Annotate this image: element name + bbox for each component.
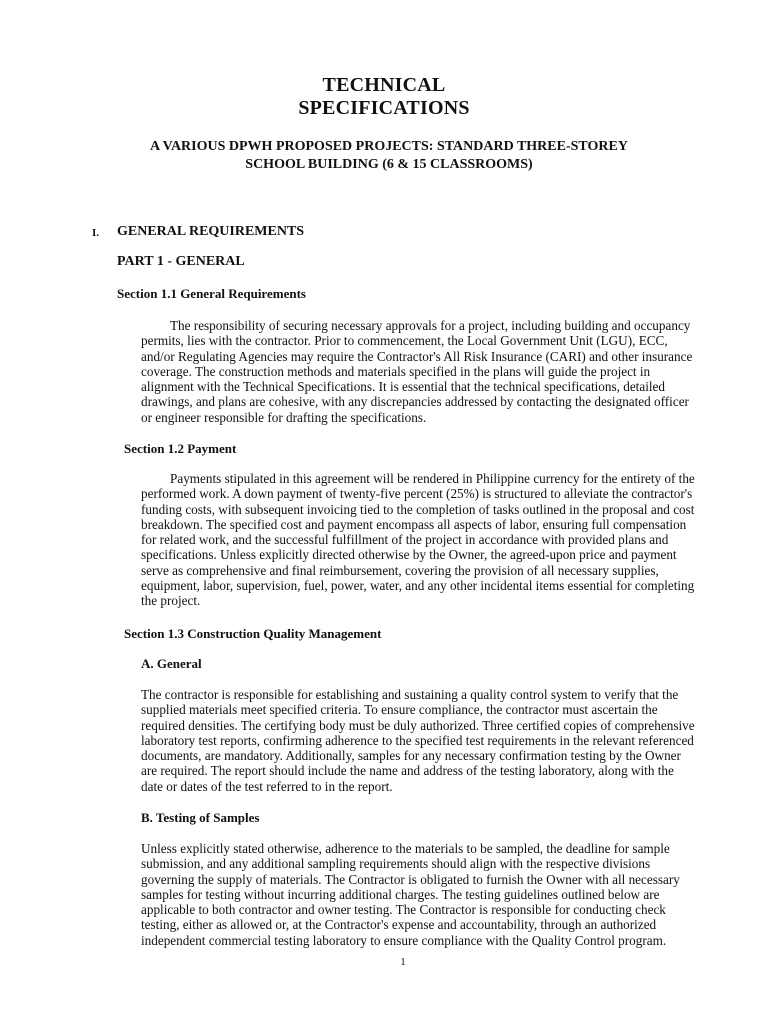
paragraph-line: drawings, and plans are cohesive, with any discrepancies addressed by contacting the designated officer (141, 394, 689, 410)
paragraph-line: required densities. The certifying body must be duly authorized. Three certified copies of comprehensive (141, 717, 695, 733)
paragraph-line: independent commercial testing laboratory to ensure compliance with the Quality Control program. (141, 932, 667, 948)
document-title-line2: SPECIFICATIONS (298, 97, 470, 119)
section-1-1-heading: Section 1.1 General Requirements (117, 286, 306, 301)
paragraph-line: are required. The report should include the name and address of the testing laboratory, along with the (141, 763, 674, 779)
paragraph-line: supplied materials meet specified criteria. To ensure compliance, the contractor must ascertain the (141, 702, 658, 718)
subsection-b-heading: B. Testing of Samples (141, 810, 260, 825)
paragraph-line: the project. (141, 593, 201, 609)
paragraph-line: breakdown. The specified cost and payment encompass all aspects of labor, ensuring full compensation (141, 516, 687, 532)
paragraph-line: permits, lies with the contractor. Prior to commencement, the Local Government Unit (LGU), ECC, (141, 333, 668, 349)
paragraph-line: governing the supply of materials. The Contractor is obligated to furnish the Owner with all necessary (141, 871, 680, 887)
paragraph-line: or engineer responsible for drafting the specifications. (141, 409, 427, 425)
part-title: PART 1 - GENERAL (117, 254, 245, 269)
paragraph-line: performed work. A down payment of twenty-five percent (25%) is structured to alleviate the contractor's (141, 486, 693, 502)
paragraph-line: samples for testing without incurring additional charges. The testing guidelines outlined below are (141, 886, 660, 902)
subsection-b-paragraph (141, 841, 680, 948)
section-1-1-paragraph (141, 318, 692, 425)
document-subtitle-line1: A VARIOUS DPWH PROPOSED PROJECTS: STANDARD THREE-STOREY (150, 139, 628, 154)
paragraph-line: documents, are mandatory. Additionally, samples for any necessary confirmation testing by the Owner (141, 748, 681, 764)
paragraph-line: specifications. Unless explicitly directed otherwise by the Owner, the agreed-upon price and payment (141, 547, 677, 563)
paragraph-line: Payments stipulated in this agreement will be rendered in Philippine currency for the entirety of the (170, 471, 695, 486)
section-1-2-paragraph (141, 471, 695, 609)
document-title-line1: TECHNICAL (322, 74, 446, 96)
paragraph-line: testing, either as allowed or, at the Contractor's expense and accountability, through an authorized (141, 917, 657, 933)
paragraph-line: coverage. The construction methods and materials specified in the plans will guide the project in (141, 363, 651, 379)
paragraph-line: funding costs, with subsequent invoicing tied to the completion of tasks outlined in the proposal and cost (141, 501, 695, 517)
document-subtitle-line2: SCHOOL BUILDING (6 & 15 CLASSROOMS) (245, 157, 533, 172)
paragraph-line: date or dates of the test referred to in the report. (141, 778, 393, 794)
paragraph-line: equipment, labor, supervision, fuel, power, water, and any other incidental items essential for completing (141, 578, 695, 594)
paragraph-line: and/or Regulating Agencies may require the Contractor's All Risk Insurance (CARI) and other insurance (141, 348, 693, 364)
paragraph-line: Unless explicitly stated otherwise, adherence to the materials to be sampled, the deadline for sample (141, 841, 670, 856)
paragraph-line: The responsibility of securing necessary approvals for a project, including building and occupancy (170, 318, 691, 333)
paragraph-line: for related work, and the successful fulfillment of the project in accordance with provided plans and (141, 532, 669, 548)
paragraph-line: alignment with the Technical Specifications. It is essential that the technical specifications, detailed (141, 379, 665, 395)
section-1-3-heading: Section 1.3 Construction Quality Management (124, 626, 382, 641)
paragraph-line: applicable to both contractor and owner testing. The Contractor is responsible for conducting check (141, 902, 666, 918)
subsection-a-paragraph (141, 687, 695, 794)
subsection-a-heading: A. General (141, 656, 202, 671)
section-1-2-heading: Section 1.2 Payment (124, 441, 237, 456)
paragraph-line: laboratory test reports, confirming adherence to the specified test requirements in the relevant referenced (141, 732, 694, 748)
section-number: I. (92, 227, 100, 239)
paragraph-line: The contractor is responsible for establishing and sustaining a quality control system to verify that the (141, 687, 679, 702)
page-number: 1 (400, 956, 406, 968)
paragraph-line: submission, and any additional sampling requirements should align with the respective divisions (141, 856, 651, 872)
section-title: GENERAL REQUIREMENTS (117, 224, 305, 239)
paragraph-line: serve as comprehensive and final reimbursement, covering the provision of all necessary supplies, (141, 562, 659, 578)
